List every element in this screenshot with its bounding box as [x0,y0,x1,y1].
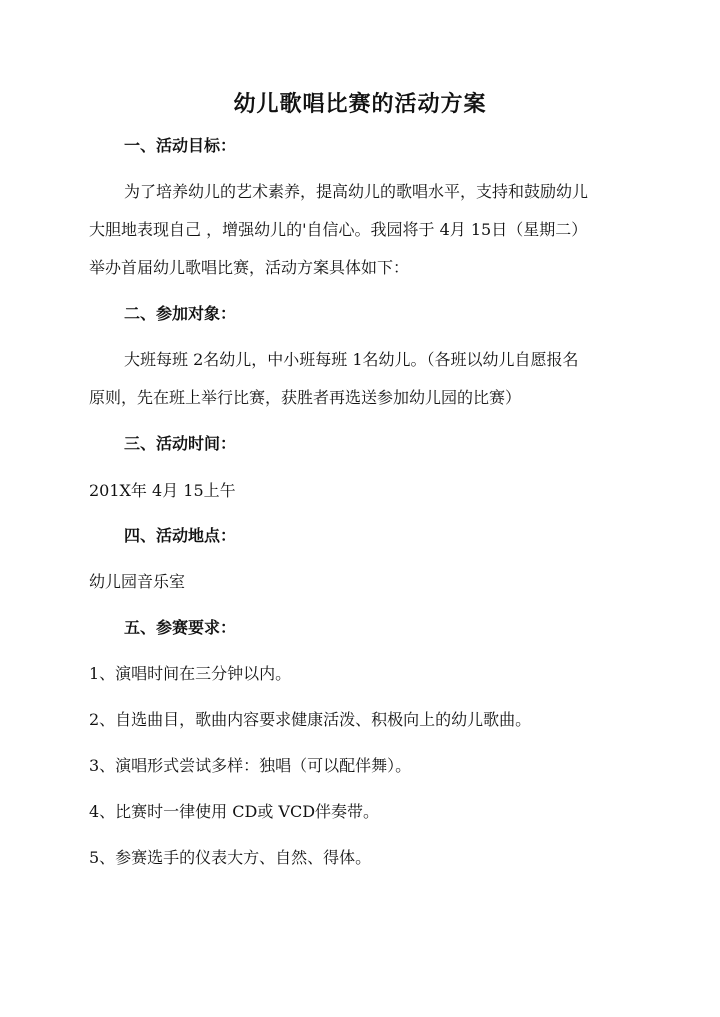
list-item: 1、演唱时间在三分钟以内。 [89,664,292,683]
section-heading-location: 四、活动地点： [124,526,237,545]
paragraph-line: 原则，先在班上举行比赛，获胜者再选送参加幼儿园的比赛） [89,388,522,407]
paragraph-line: 为了培养幼儿的艺术素养，提高幼儿的歌唱水平，支持和鼓励幼儿 [124,182,589,201]
section-heading-goals: 一、活动目标： [124,136,237,155]
list-item: 5、参赛选手的仪表大方、自然、得体。 [89,848,372,867]
section-heading-requirements: 五、参赛要求： [124,618,237,637]
document-title: 幼儿歌唱比赛的活动方案 [233,91,487,117]
paragraph-line: 幼儿园音乐室 [89,572,186,591]
paragraph-line: 举办首届幼儿歌唱比赛，活动方案具体如下： [89,258,410,277]
list-item: 4、比赛时一律使用 CD或 VCD伴奏带。 [89,802,380,821]
paragraph-line: 大胆地表现自己 ，增强幼儿的'自信心。我园将于 4月 15日（星期二） [89,220,588,239]
list-item: 2、自选曲目，歌曲内容要求健康活泼、积极向上的幼儿歌曲。 [89,710,532,729]
section-heading-time: 三、活动时间： [124,434,237,453]
paragraph-line: 大班每班 2名幼儿，中小班每班 1名幼儿。（各班以幼儿自愿报名 [124,350,579,369]
list-item: 3、演唱形式尝试多样：独唱（可以配伴舞）。 [89,756,412,775]
paragraph-line: 201X年 4月 15上午 [89,481,236,500]
section-heading-participants: 二、参加对象： [124,304,237,323]
